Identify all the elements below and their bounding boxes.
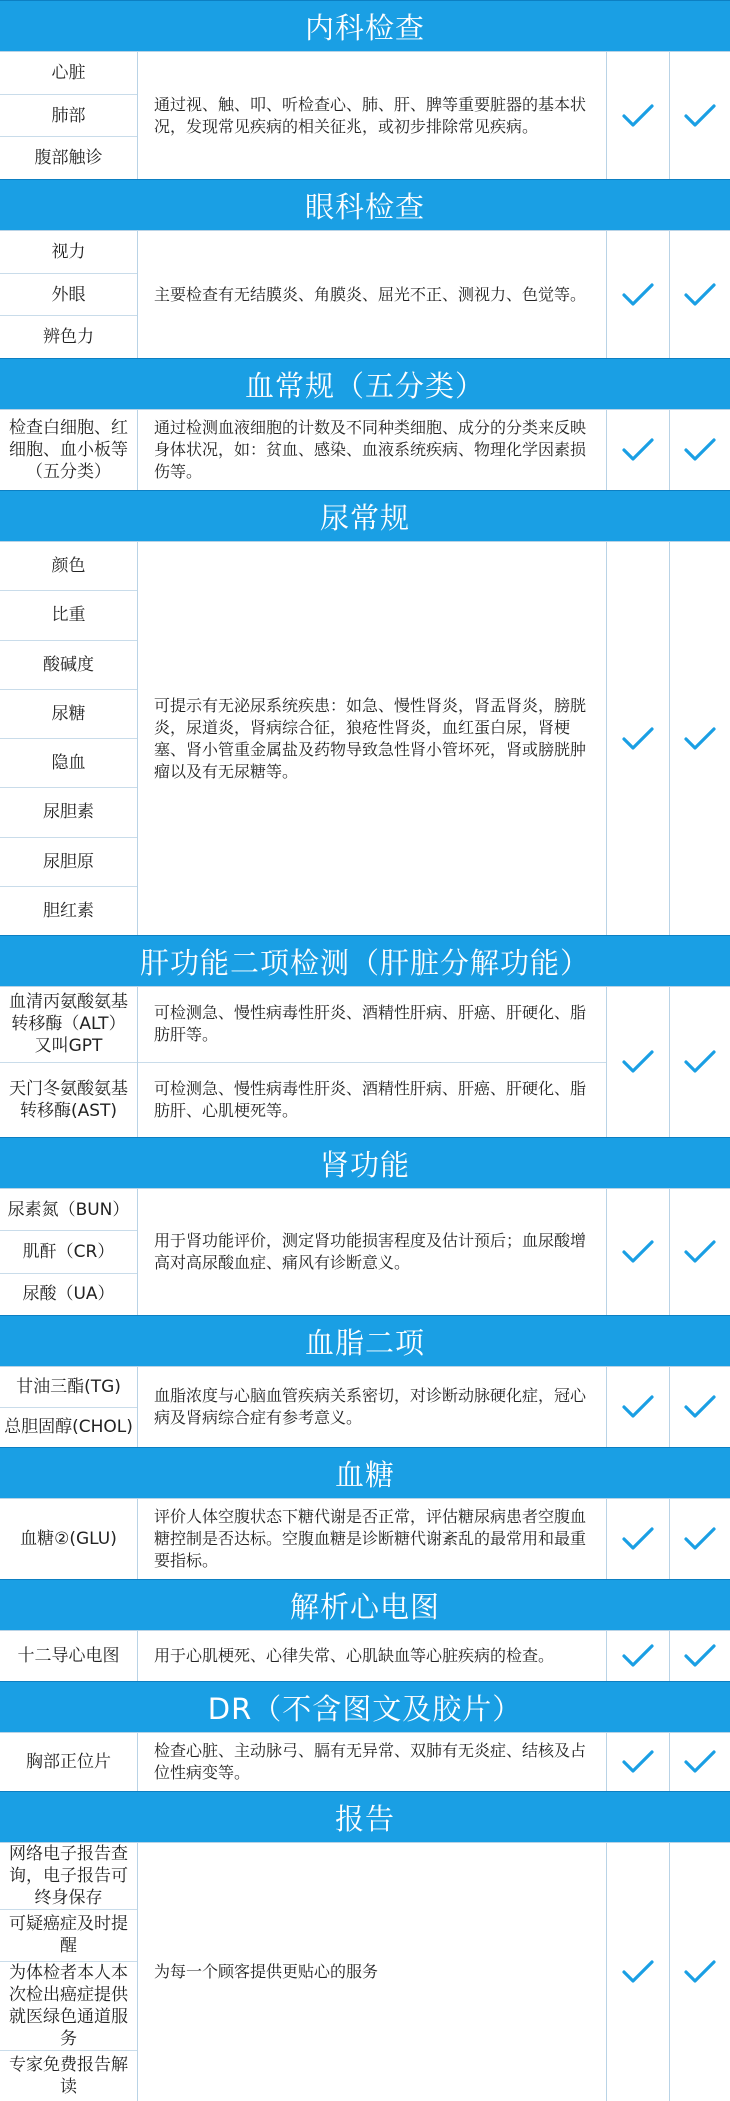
- checkmark-icon: [683, 1959, 717, 1985]
- section-title: 血糖: [0, 1447, 730, 1498]
- checkmark-icon: [621, 1643, 655, 1669]
- check-item: 外眼: [0, 274, 137, 317]
- check-item: 尿糖: [0, 690, 137, 739]
- check-item: 尿胆原: [0, 838, 137, 887]
- checkmark-icon: [621, 1959, 655, 1985]
- checkmark-icon: [683, 1526, 717, 1552]
- item-list: [0, 410, 138, 490]
- package-b-column: [670, 1631, 730, 1681]
- package-a-column: [607, 52, 670, 179]
- section-title: 解析心电图: [0, 1579, 730, 1630]
- item-description: 可检测急、慢性病毒性肝炎、酒精性肝病、肝癌、肝硬化、脂肪肝、心肌梗死等。: [138, 1063, 606, 1138]
- item-description: 用于心肌梗死、心律失常、心肌缺血等心脏疾病的检查。: [138, 1631, 606, 1681]
- checkmark-icon: [683, 282, 717, 308]
- section-body: [0, 1732, 730, 1791]
- section-body: [0, 1842, 730, 2101]
- check-item: 比重: [0, 591, 137, 640]
- section-body: [0, 1188, 730, 1315]
- check-item: 总胆固醇(CHOL): [0, 1408, 137, 1448]
- check-item: 胸部正位片: [0, 1733, 137, 1791]
- package-a-column: [607, 1189, 670, 1315]
- checkmark-icon: [621, 726, 655, 752]
- checkmark-icon: [683, 1239, 717, 1265]
- description-column: [138, 1367, 607, 1447]
- item-description: 血脂浓度与心脑血管疾病关系密切，对诊断动脉硬化症，冠心病及肾病综合症有参考意义。: [138, 1367, 606, 1447]
- item-description: 通过视、触、叩、听检查心、肺、肝、脾等重要脏器的基本状况，发现常见疾病的相关征兆，或初步排除常见疾病。: [138, 52, 606, 179]
- check-item: 十二导心电图: [0, 1631, 137, 1681]
- item-list: [0, 1733, 138, 1791]
- checkmark-icon: [621, 103, 655, 129]
- check-item: 甘油三酯(TG): [0, 1367, 137, 1408]
- check-item: 心脏: [0, 52, 137, 95]
- section-body: [0, 1630, 730, 1681]
- check-item: 肺部: [0, 95, 137, 138]
- check-item: 检查白细胞、红细胞、血小板等（五分类）: [0, 410, 137, 490]
- package-b-column: [670, 1189, 730, 1315]
- check-item: 专家免费报告解读: [0, 2051, 137, 2101]
- package-a-column: [607, 1499, 670, 1579]
- package-b-column: [670, 410, 730, 490]
- package-a-column: [607, 231, 670, 358]
- checkmark-icon: [621, 1239, 655, 1265]
- description-column: [138, 1843, 607, 2101]
- check-item: 肌酐（CR）: [0, 1231, 137, 1273]
- check-item: 隐血: [0, 739, 137, 788]
- package-b-column: [670, 1499, 730, 1579]
- checkmark-icon: [683, 1394, 717, 1420]
- item-description: 检查心脏、主动脉弓、膈有无异常、双肺有无炎症、结核及占位性病变等。: [138, 1733, 606, 1791]
- check-item: 辨色力: [0, 316, 137, 358]
- checkmark-icon: [683, 1749, 717, 1775]
- item-description: 可检测急、慢性病毒性肝炎、酒精性肝病、肝癌、肝硬化、脂肪肝等。: [138, 987, 606, 1063]
- package-a-column: [607, 1843, 670, 2101]
- item-description: 通过检测血液细胞的计数及不同种类细胞、成分的分类来反映身体状况，如：贫血、感染、血液系统疾病、物理化学因素损伤等。: [138, 410, 606, 490]
- section-title: 眼科检查: [0, 179, 730, 230]
- package-a-column: [607, 410, 670, 490]
- checkmark-icon: [683, 1643, 717, 1669]
- checkmark-icon: [621, 1749, 655, 1775]
- checkmark-icon: [621, 1526, 655, 1552]
- package-b-column: [670, 1367, 730, 1447]
- check-item: 为体检者本人本次检出癌症提供就医绿色通道服务: [0, 1962, 137, 2051]
- section-body: [0, 986, 730, 1137]
- package-b-column: [670, 52, 730, 179]
- item-description: 用于肾功能评价，测定肾功能损害程度及估计预后；血尿酸增高对高尿酸血症、痛风有诊断意义。: [138, 1189, 606, 1315]
- section-title: 肾功能: [0, 1137, 730, 1188]
- section-body: [0, 51, 730, 179]
- package-a-column: [607, 1367, 670, 1447]
- package-b-column: [670, 987, 730, 1137]
- description-column: [138, 1733, 607, 1791]
- check-item: 尿酸（UA）: [0, 1274, 137, 1315]
- description-column: [138, 542, 607, 935]
- description-column: [138, 1189, 607, 1315]
- checkmark-icon: [683, 103, 717, 129]
- check-item: 网络电子报告查询，电子报告可终身保存: [0, 1843, 137, 1910]
- package-b-column: [670, 1733, 730, 1791]
- section-body: [0, 1498, 730, 1579]
- description-column: [138, 410, 607, 490]
- description-column: [138, 1631, 607, 1681]
- check-item: 血糖②(GLU): [0, 1499, 137, 1579]
- check-item: 尿素氮（BUN）: [0, 1189, 137, 1231]
- description-column: [138, 231, 607, 358]
- checkmark-icon: [621, 1394, 655, 1420]
- check-item: 天门冬氨酸氨基转移酶(AST): [0, 1063, 137, 1138]
- description-column: [138, 52, 607, 179]
- section-body: [0, 1366, 730, 1447]
- item-list: [0, 542, 138, 935]
- check-item: 尿胆素: [0, 788, 137, 837]
- package-a-column: [607, 1631, 670, 1681]
- item-list: [0, 1843, 138, 2101]
- checkmark-icon: [621, 282, 655, 308]
- check-item: 腹部触诊: [0, 137, 137, 179]
- description-column: [138, 1499, 607, 1579]
- package-b-column: [670, 542, 730, 935]
- section-title: 报告: [0, 1791, 730, 1842]
- section-title: 血常规（五分类）: [0, 358, 730, 409]
- package-b-column: [670, 231, 730, 358]
- item-description: 为每一个顾客提供更贴心的服务: [138, 1843, 606, 2101]
- item-list: [0, 1631, 138, 1681]
- item-list: [0, 52, 138, 179]
- item-list: [0, 1499, 138, 1579]
- package-b-column: [670, 1843, 730, 2101]
- section-body: [0, 541, 730, 935]
- item-description: 可提示有无泌尿系统疾患：如急、慢性肾炎，肾盂肾炎，膀胱炎，尿道炎，肾病综合征，狼疮性肾炎，血红蛋白尿，肾梗塞、肾小管重金属盐及药物导致急性肾小管坏死，肾或膀胱肿瘤以及有无尿糖等。: [138, 542, 606, 935]
- check-item: 胆红素: [0, 887, 137, 935]
- item-description: 主要检查有无结膜炎、角膜炎、屈光不正、测视力、色觉等。: [138, 231, 606, 358]
- check-item: 可疑癌症及时提醒: [0, 1910, 137, 1962]
- section-title: 肝功能二项检测（肝脏分解功能）: [0, 935, 730, 986]
- check-item: 视力: [0, 231, 137, 274]
- section-title: 内科检查: [0, 0, 730, 51]
- package-a-column: [607, 542, 670, 935]
- item-list: [0, 231, 138, 358]
- section-title: DR（不含图文及胶片）: [0, 1681, 730, 1732]
- section-title: 血脂二项: [0, 1315, 730, 1366]
- checkmark-icon: [621, 437, 655, 463]
- item-list: [0, 1189, 138, 1315]
- package-a-column: [607, 987, 670, 1137]
- checkmark-icon: [621, 1049, 655, 1075]
- item-list: [0, 1367, 138, 1447]
- checkmark-icon: [683, 726, 717, 752]
- section-title: 尿常规: [0, 490, 730, 541]
- item-list: [0, 987, 138, 1137]
- check-item: 血清丙氨酸氨基转移酶（ALT）又叫GPT: [0, 987, 137, 1063]
- section-body: [0, 230, 730, 358]
- section-body: [0, 409, 730, 490]
- checkmark-icon: [683, 1049, 717, 1075]
- description-column: [138, 987, 607, 1137]
- package-a-column: [607, 1733, 670, 1791]
- checkmark-icon: [683, 437, 717, 463]
- item-description: 评价人体空腹状态下糖代谢是否正常，评估糖尿病患者空腹血糖控制是否达标。空腹血糖是诊断糖代谢紊乱的最常用和最重要指标。: [138, 1499, 606, 1579]
- check-item: 颜色: [0, 542, 137, 591]
- check-item: 酸碱度: [0, 641, 137, 690]
